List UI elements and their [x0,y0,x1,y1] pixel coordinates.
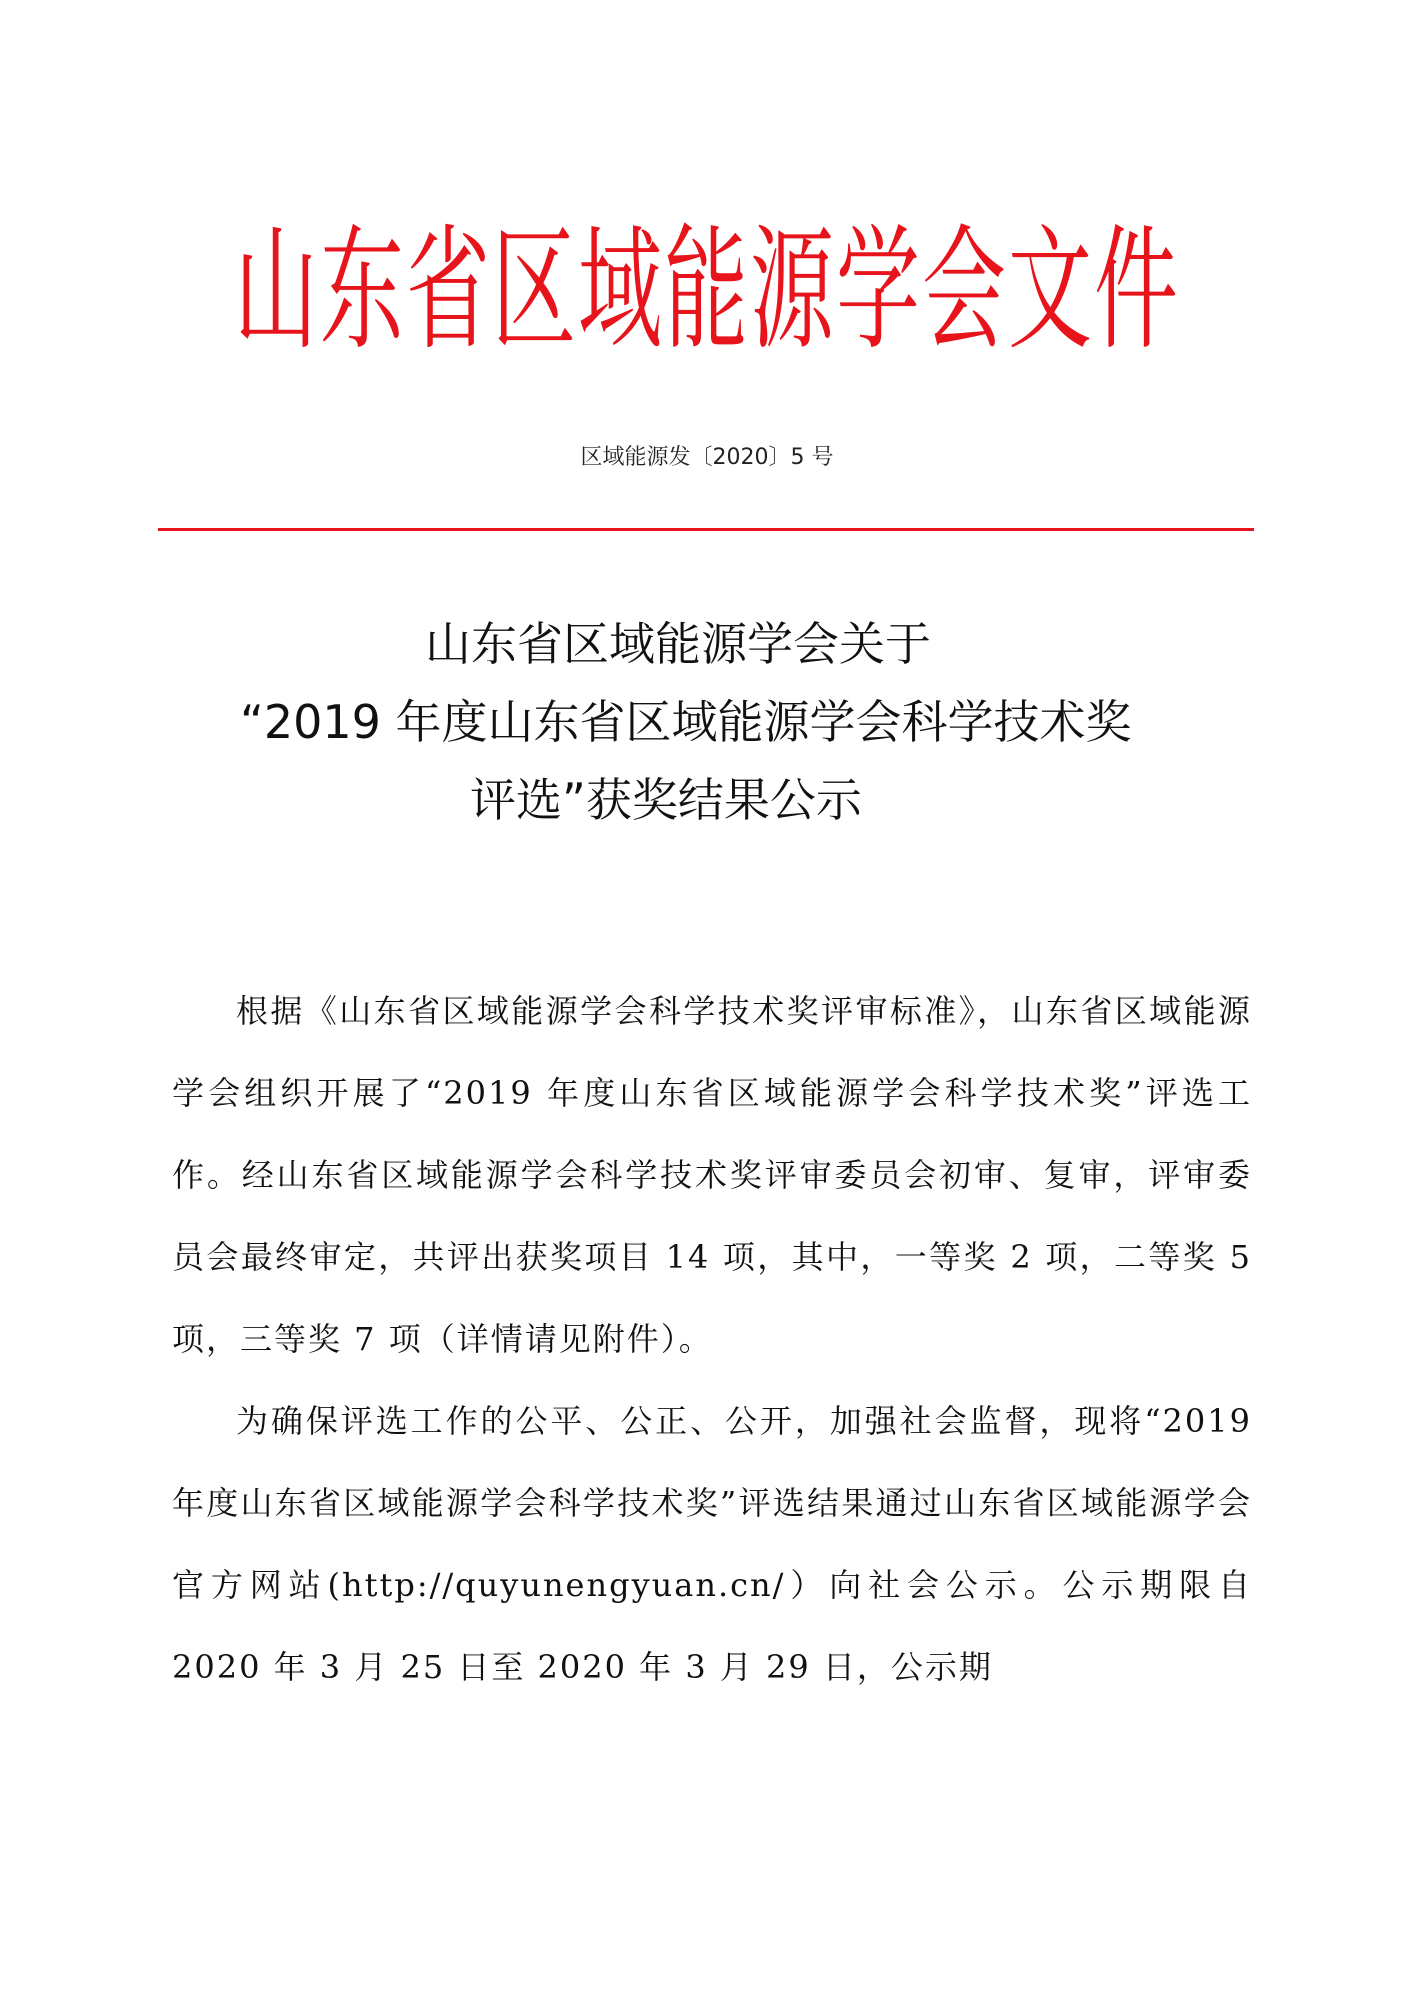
body-paragraph-1: 根据《山东省区域能源学会科学技术奖评审标准》，山东省区域能源学会组织开展了“2019 年度山东省区域能源学会科学技术奖”评选工作。经山东省区域能源学会科学技术奖评审委员会初审、复审，评审委员会最终审定，共评出获奖项目 14 项，其中，一等奖 2 项，二等奖 5 项，三等奖 7 项（详情请见附件）。 [172,992,1252,1358]
org-file-title: 山东省区域能源学会文件 [233,211,1180,369]
title-line-3: 评选”获奖结果公示 [470,773,862,827]
document-title [200,605,1260,839]
document-masthead [0,190,1414,390]
document-number: 区域能源发〔2020〕5 号 [580,445,834,470]
body-paragraph-2: 为确保评选工作的公平、公正、公开，加强社会监督，现将“2019 年度山东省区域能源学会科学技术奖”评选结果通过山东省区域能源学会官方网站(http://quyunengyuan.cn/）向社会公示。公示期限自 2020 年 3 月 25 日至 2020 年 3 月 29 日，公示期 [172,1402,1252,1686]
document-body [172,970,1252,1708]
title-line-1: 山东省区域能源学会关于 [425,617,931,671]
red-divider-line [158,528,1254,531]
title-line-2: “2019 年度山东省区域能源学会科学技术奖 [240,695,1132,749]
